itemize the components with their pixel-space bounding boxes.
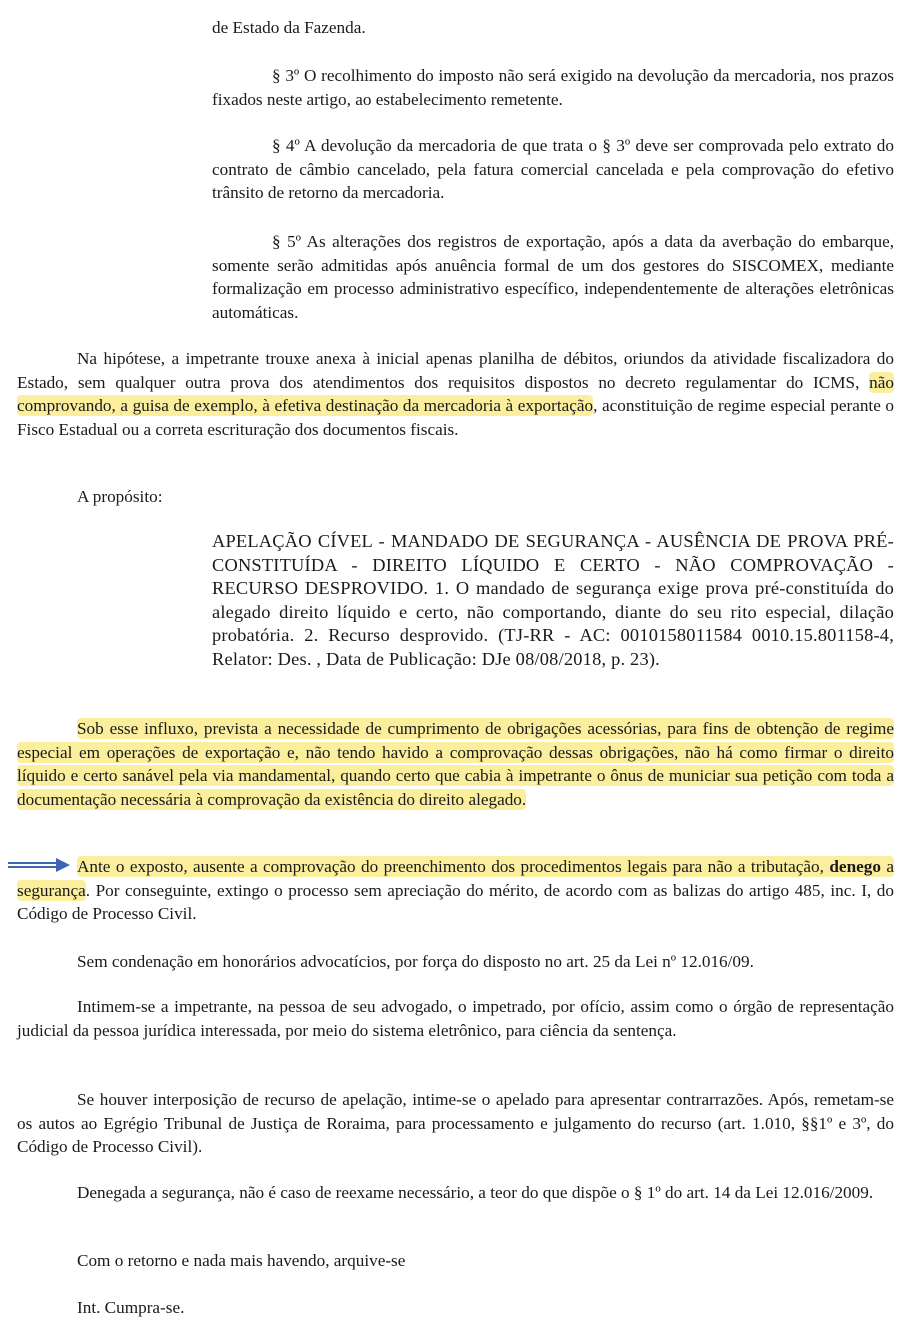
- paragraph-hipotese: [17, 347, 894, 441]
- paragraph-influxo: [17, 717, 894, 811]
- paragraph-exposto: [17, 855, 894, 926]
- exposto-text-start: Ante o exposto, ausente a comprovação do preenchimento dos procedimentos legais para não a tributação,: [77, 857, 830, 876]
- hipotese-text-end: , aconstituição de regime especial perante o Fisco Estadual ou a correta escrituração dos documentos fiscais.: [17, 396, 894, 439]
- paragraph-intimem: Intimem-se a impetrante, na pessoa de seu advogado, o impetrado, por ofício, assim como o órgão de representação judicial da pessoa jurídica interessada, por meio do sistema eletrônico, para ciência da sentença.: [17, 997, 894, 1040]
- paragraph-cumpra: Int. Cumpra-se.: [77, 1298, 185, 1317]
- paragraph-a-proposito: A propósito:: [77, 487, 163, 506]
- paragraph-retorno: Com o retorno e nada mais havendo, arquive-se: [77, 1251, 406, 1270]
- ementa-quote: APELAÇÃO CÍVEL - MANDADO DE SEGURANÇA - AUSÊNCIA DE PROVA PRÉ-CONSTITUÍDA - DIREITO LÍQUIDO E CERTO - NÃO COMPROVAÇÃO - RECURSO DESPROVIDO. 1. O mandado de segurança exige prova pré-constituída do alegado direito líquido e certo, não comportando, diante do seu rito especial, dilação probatória. 2. Recurso desprovido. (TJ-RR - AC: 0010158011584 0010.15.801158-4, Relator: Des. , Data de Publicação: DJe 08/08/2018, p. 23).: [212, 531, 894, 669]
- quote-paragraph-3: § 3º O recolhimento do imposto não será exigido na devolução da mercadoria, nos prazos fixados neste artigo, ao estabelecimento remetente.: [212, 66, 894, 109]
- hipotese-highlight: não comprovando, a guisa de exemplo, à efetiva destinação da mercadoria à exportação: [17, 372, 894, 416]
- influxo-highlight: Sob esse influxo, prevista a necessidade de cumprimento de obrigações acessórias, para fins de obtenção de regime especial em operações de exportação e, não tendo havido a comprovação dessas obrigações, não há como firmar o direito líquido e certo sanável pela via mandamental, quando certo que cabia à impetrante o ônus de municiar sua petição com toda a documentação necessária à comprovação da existência do direito alegado.: [17, 719, 894, 809]
- exposto-text-end: . Por conseguinte, extingo o processo sem apreciação do mérito, de acordo com as balizas do artigo 485, inc. I, do Código de Processo Civil.: [17, 880, 894, 924]
- quote-tail: de Estado da Fazenda.: [212, 18, 366, 37]
- hipotese-text-start: Na hipótese, a impetrante trouxe anexa à inicial apenas planilha de débitos, oriundos da atividade fiscalizadora do Estado, sem qualquer outra prova dos atendimentos dos requisitos dispostos no decreto regulamentar do ICMS,: [17, 349, 894, 392]
- exposto-bold-denego: denego: [829, 857, 881, 876]
- paragraph-honorarios: Sem condenação em honorários advocatícios, por força do disposto no art. 25 da Lei nº 12.016/09.: [77, 952, 754, 971]
- paragraph-denegada: Denegada a segurança, não é caso de reexame necessário, a teor do que dispõe o § 1º do art. 14 da Lei 12.016/2009.: [77, 1183, 874, 1202]
- quote-paragraph-5: § 5º As alterações dos registros de exportação, após a data da averbação do embarque, somente serão admitidas após anuência formal de um dos gestores do SISCOMEX, mediante formalização em processo administrativo específico, independentemente de alterações eletrônicas automáticas.: [212, 232, 894, 322]
- exposto-text-seguranca: a segurança: [17, 857, 894, 900]
- quote-paragraph-4: § 4º A devolução da mercadoria de que trata o § 3º deve ser comprovada pelo extrato do contrato de câmbio cancelado, pela fatura comercial cancelada e pela comprovação do efetivo trânsito de retorno da mercadoria.: [212, 136, 894, 203]
- paragraph-recurso: Se houver interposição de recurso de apelação, intime-se o apelado para apresentar contrarrazões. Após, remetam-se os autos ao Egrégio Tribunal de Justiça de Roraima, para processamento e julgamento do recurso (art. 1.010, §§1º e 3º, do Código de Processo Civil).: [17, 1090, 894, 1157]
